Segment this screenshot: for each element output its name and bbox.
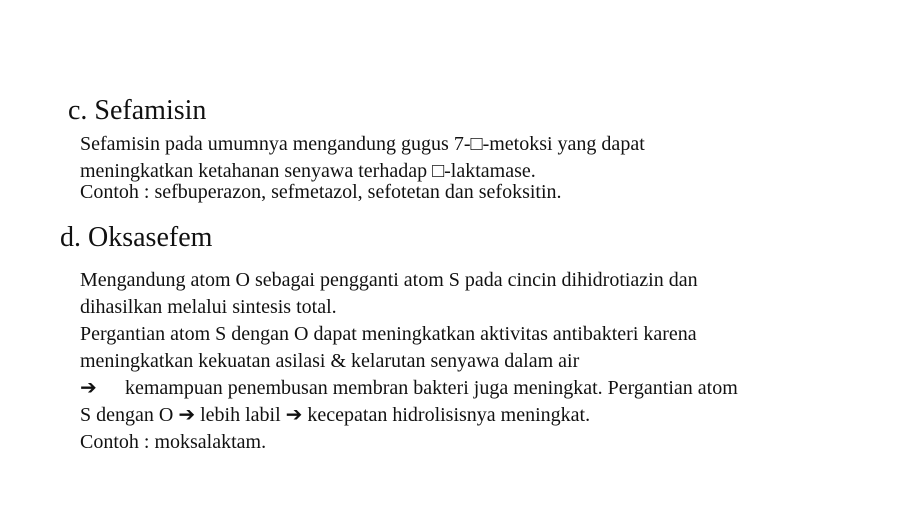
right-arrow-icon: ➔ (80, 377, 97, 399)
section-d-line-5-text: kemampuan penembusan membran bakteri juga meningkat. Pergantian atom (125, 377, 738, 399)
section-c-line-1: Sefamisin pada umumnya mengandung gugus 7-□-metoksi yang dapat (80, 133, 645, 155)
section-c-line-2: meningkatkan ketahanan senyawa terhadap □-laktamase. (80, 160, 536, 182)
section-d-line-1: Mengandung atom O sebagai pengganti atom S pada cincin dihidrotiazin dan (80, 269, 698, 291)
right-arrow-icon: ➔ (178, 404, 196, 426)
section-d-line-5 (80, 376, 738, 400)
right-arrow-icon: ➔ (285, 404, 303, 426)
section-d-line-6 (80, 403, 590, 427)
section-d-line-6-part-3: kecepatan hidrolisisnya meningkat. (302, 404, 591, 426)
section-d-line-4: meningkatkan kekuatan asilasi & kelarutan senyawa dalam air (80, 350, 580, 372)
section-d-example: Contoh : moksalaktam. (80, 431, 267, 453)
section-c-example: Contoh : sefbuperazon, sefmetazol, sefotetan dan sefoksitin. (80, 181, 562, 203)
section-d-line-3: Pergantian atom S dengan O dapat meningkatkan aktivitas antibakteri karena (80, 323, 697, 345)
section-c-title: c. Sefamisin (68, 95, 207, 126)
section-d-line-6-part-1: S dengan O (80, 404, 179, 426)
section-d-line-2: dihasilkan melalui sintesis total. (80, 296, 337, 318)
section-d-title: d. Oksasefem (60, 222, 213, 253)
section-d-line-6-part-2: lebih labil (195, 404, 286, 426)
